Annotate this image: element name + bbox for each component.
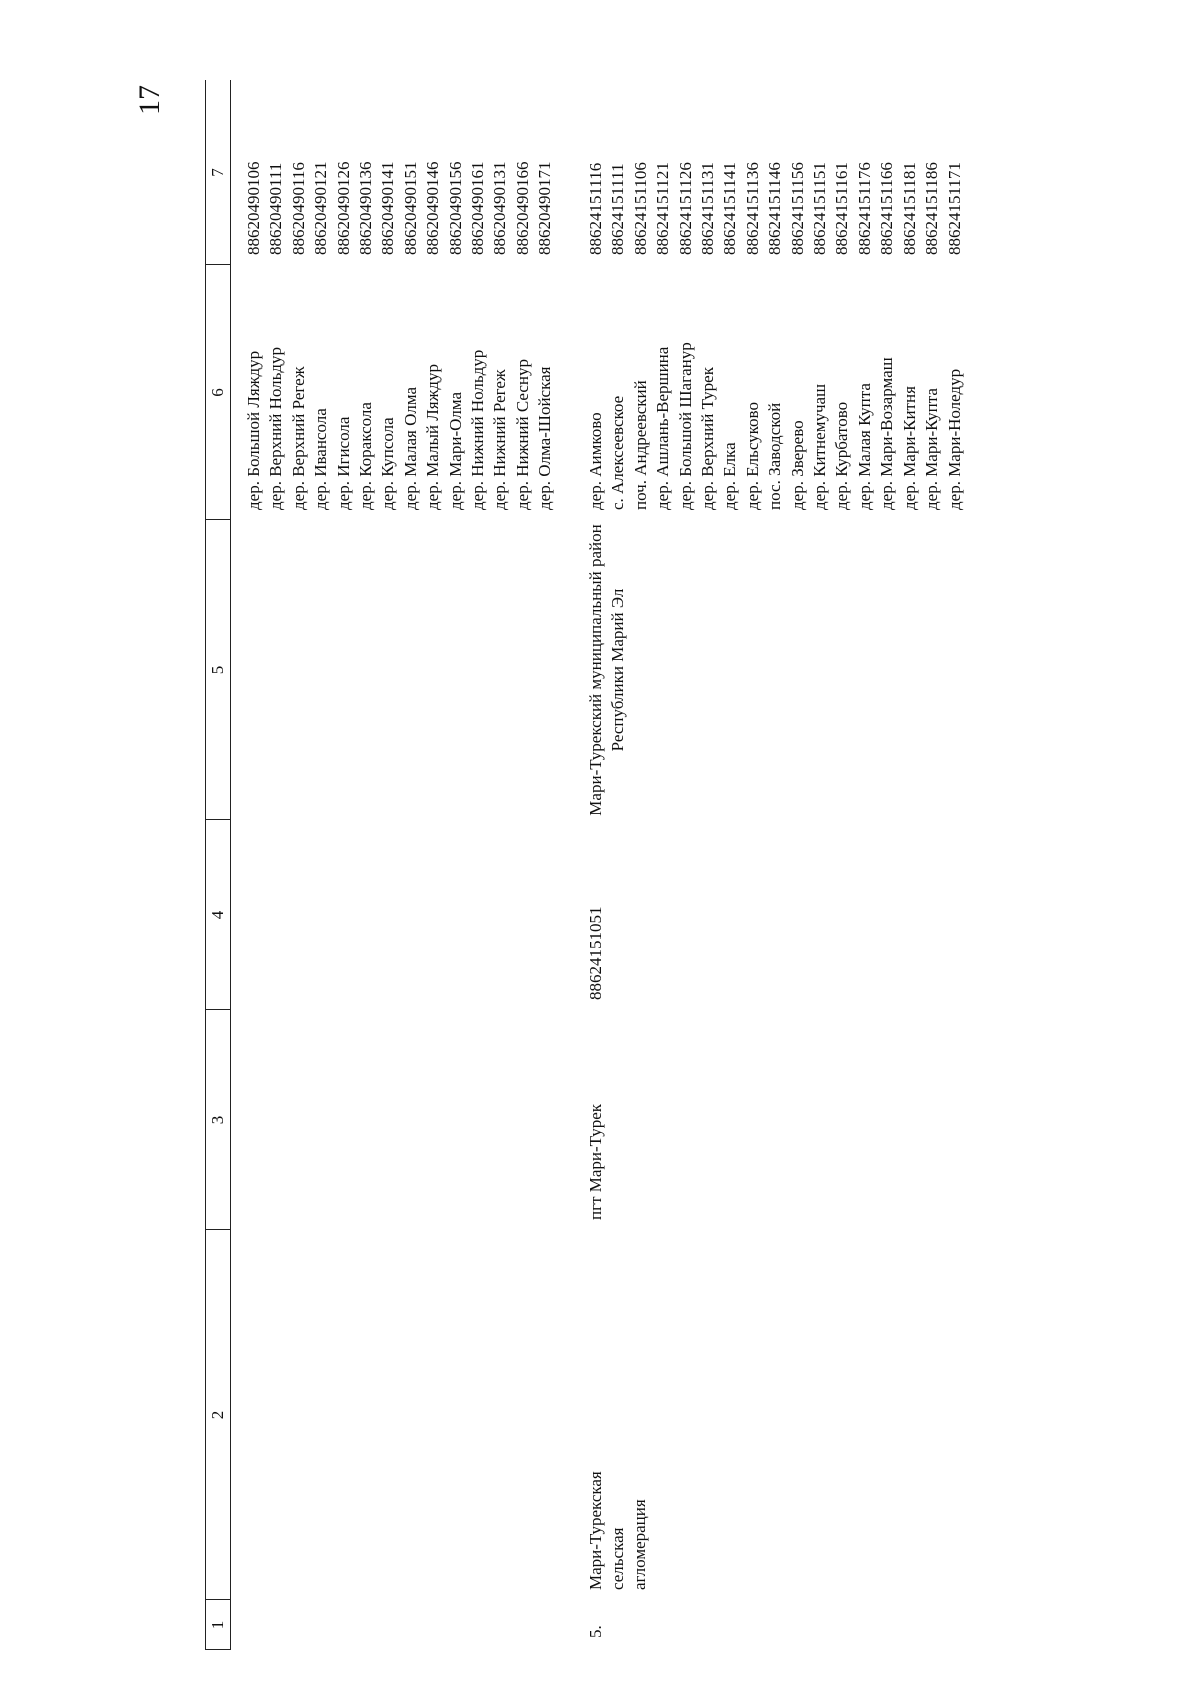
code-item: 88624151171: [944, 162, 964, 255]
settlement-item: дер. Ивансола: [311, 408, 331, 510]
settlement-item: дер. Малая Купта: [854, 383, 874, 510]
code-item: 88620490126: [333, 161, 353, 255]
settlement-item: дер. Кораксола: [356, 402, 376, 510]
municipal-district: Мари-Турекский муниципальный район Республики Марий Эл: [586, 524, 627, 816]
code-item: 88624151106: [630, 162, 650, 255]
header-col-6: 6: [208, 388, 227, 397]
settlement-item: дер. Аимково: [586, 412, 605, 510]
header-col-1: 1: [208, 1620, 227, 1630]
code-item: 88620490136: [356, 161, 376, 255]
row-number: 5.: [586, 1625, 605, 1638]
code-item: 88624151186: [922, 162, 942, 255]
rotated-table: [205, 80, 1145, 1650]
code-item: 88620490106: [244, 161, 263, 255]
settlements-list-continued: [243, 347, 557, 510]
settlement-item: дер. Большой Ляждур: [244, 350, 263, 510]
settlement-item: дер. Большой Шаганур: [675, 342, 695, 510]
header-col-4: 4: [208, 910, 227, 920]
code-item: 88624151126: [675, 162, 695, 255]
code-item: 88620490116: [288, 162, 308, 255]
settlement-item: дер. Мари-Возармаш: [877, 357, 897, 510]
settlement-item: дер. Малая Олма: [400, 386, 420, 510]
code-item: 88624151121: [653, 162, 673, 255]
code-item: 88624151156: [787, 162, 807, 255]
code-item: 88624151146: [765, 162, 785, 255]
settlement-item: дер. Мари-Ноледур: [944, 368, 964, 510]
settlement-item: дер. Курбатово: [832, 401, 852, 510]
oktmo-codes-list-continued: [243, 162, 557, 256]
header-col-7: 7: [208, 168, 227, 177]
settlement-item: дер. Зверево: [787, 420, 807, 510]
settlement-item: поч. Андреевский: [630, 380, 650, 510]
settlement-item: дер. Мари-Купта: [922, 388, 942, 510]
code-item: 88620490166: [512, 161, 532, 255]
settlement-item: дер. Олма-Шойская: [535, 366, 555, 510]
code-item: 88620490151: [400, 161, 420, 255]
code-item: 88624151151: [810, 162, 830, 255]
admin-center-code: 88624151051: [586, 906, 605, 1000]
settlement-item: дер. Мари-Олма: [445, 391, 465, 510]
settlements-list: [585, 342, 966, 510]
code-item: 88620490121: [311, 161, 331, 255]
code-item: 88620490156: [445, 161, 465, 255]
code-item: 88620490171: [535, 161, 555, 255]
settlement-item: дер. Ашлань-Вершина: [653, 346, 673, 510]
code-item: 88620490111: [266, 162, 286, 255]
table-header-row: [205, 80, 231, 1650]
code-item: 88624151141: [720, 162, 740, 255]
settlement-item: дер. Елка: [720, 442, 740, 510]
code-item: 88624151111: [608, 163, 628, 255]
code-item: 88624151131: [698, 162, 718, 255]
settlement-item: с. Алексеевское: [608, 395, 628, 510]
code-item: 88624151116: [586, 162, 605, 255]
settlement-item: дер. Нижний Нольдур: [468, 349, 488, 510]
header-col-3: 3: [208, 1115, 227, 1125]
code-item: 88624151181: [899, 162, 919, 255]
settlement-item: дер. Верхний Регеж: [288, 366, 308, 510]
code-item: 88620490161: [468, 161, 488, 255]
settlement-item: дер. Мари-Китня: [899, 386, 919, 510]
settlement-item: дер. Ельсуково: [742, 402, 762, 510]
settlement-item: дер. Китнемучаш: [810, 383, 830, 510]
settlement-item: пос. Заводской: [765, 402, 785, 510]
settlement-item: дер. Нижний Сеснур: [512, 358, 532, 510]
settlement-item: дер. Верхний Нольдур: [266, 346, 286, 510]
code-item: 88620490141: [378, 161, 398, 255]
agglomeration-name: Мари-Турекская сельская агломерация: [586, 1471, 649, 1590]
code-item: 88624151176: [854, 162, 874, 255]
page-number: 17: [133, 85, 166, 115]
code-item: 88624151161: [832, 162, 852, 255]
settlement-item: дер. Игисола: [333, 416, 353, 510]
admin-center: пгт Мари-Турек: [586, 1103, 605, 1220]
settlement-item: дер. Нижний Регеж: [490, 369, 510, 510]
code-item: 88620490131: [490, 161, 510, 255]
code-item: 88624151166: [877, 162, 897, 255]
code-item: 88620490146: [423, 161, 443, 255]
header-col-5: 5: [208, 665, 227, 675]
settlement-item: дер. Верхний Турек: [698, 367, 718, 510]
oktmo-codes-list: [585, 162, 966, 255]
code-item: 88624151136: [742, 162, 762, 255]
settlement-item: дер. Малый Ляждур: [423, 363, 443, 510]
header-col-2: 2: [208, 1410, 227, 1420]
settlement-item: дер. Купсола: [378, 417, 398, 510]
